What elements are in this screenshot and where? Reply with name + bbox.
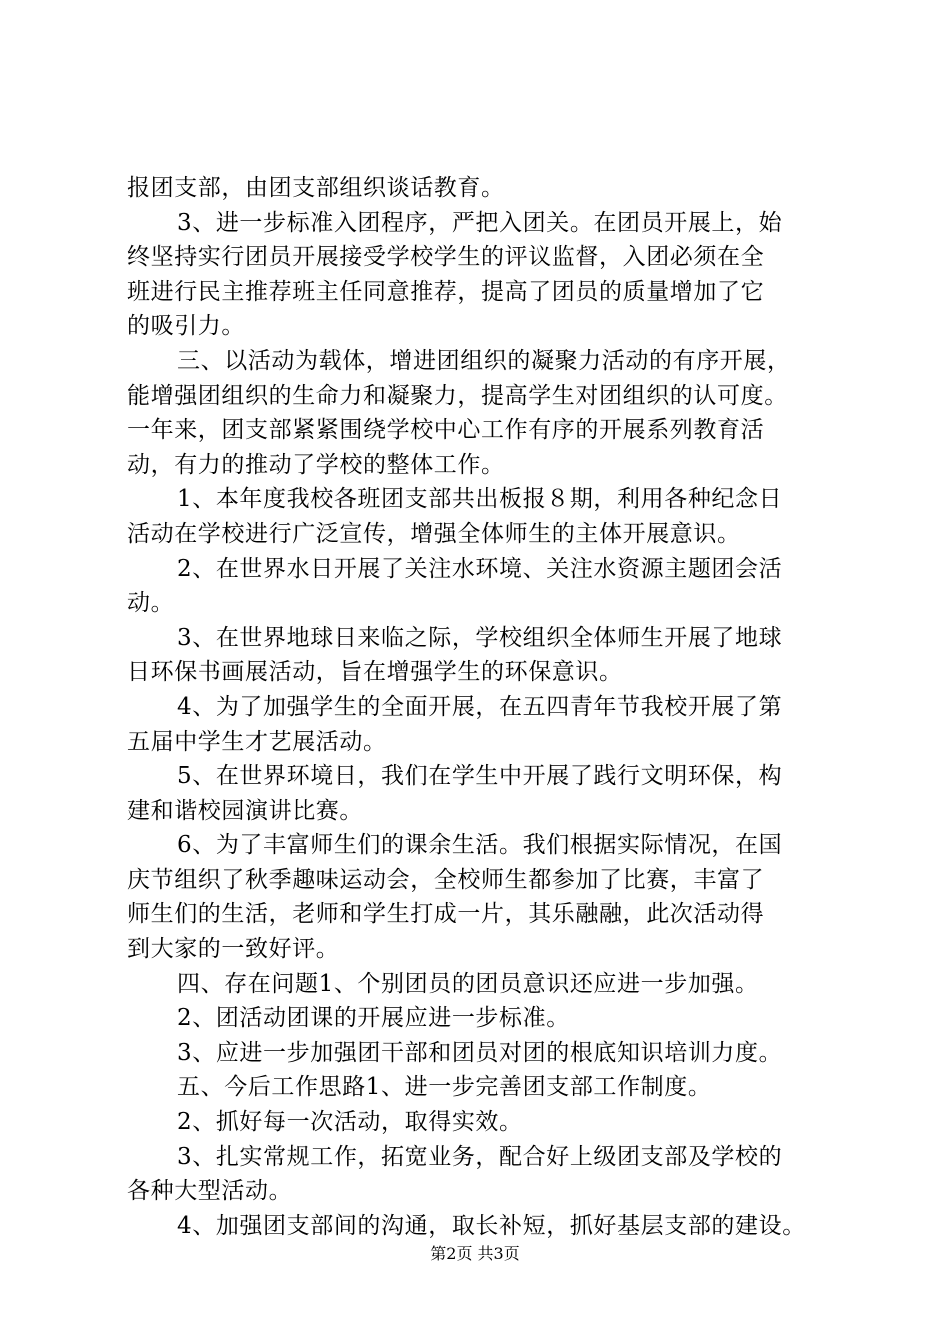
text-line: 活动在学校进行广泛宣传，增强全体师生的主体开展意识。 xyxy=(127,520,741,547)
text-line: 师生们的生活，老师和学生打成一片，其乐融融，此次活动得 xyxy=(127,901,765,928)
document-body xyxy=(127,171,850,1243)
text-line: 日环保书画展活动，旨在增强学生的环保意识。 xyxy=(127,659,623,686)
page-number: 第2页 共3页 xyxy=(430,1244,520,1263)
text-line: 报团支部，由团支部组织谈话教育。 xyxy=(127,175,505,201)
text-line: 5、在世界环境日，我们在学生中开展了践行文明环保，构 xyxy=(177,763,783,790)
text-line: 能增强团组织的生命力和凝聚力，提高学生对团组织的认可度。 xyxy=(127,382,788,409)
text-line: 3、进一步标准入团程序，严把入团关。在团员开展上，始 xyxy=(177,209,783,236)
text-line: 四、存在问题1、个别团员的团员意识还应进一步加强。 xyxy=(177,970,759,997)
text-line: 建和谐校园演讲比赛。 xyxy=(127,797,363,824)
text-line: 五届中学生才艺展活动。 xyxy=(127,728,387,755)
text-line: 3、应进一步加强团干部和团员对团的根底知识培训力度。 xyxy=(177,1039,783,1066)
text-line: 动。 xyxy=(127,590,175,617)
text-line: 3、在世界地球日来临之际，学校组织全体师生开展了地球 xyxy=(177,624,783,651)
text-line: 庆节组织了秋季趣味运动会，全校师生都参加了比赛，丰富了 xyxy=(127,866,765,893)
text-line: 1、本年度我校各班团支部共出板报８期，利用各种纪念日 xyxy=(177,486,783,513)
text-line: 6、为了丰富师生们的课余生活。我们根据实际情况，在国 xyxy=(177,832,783,859)
text-line: 五、今后工作思路1、进一步完善团支部工作制度。 xyxy=(177,1074,712,1101)
text-line: 各种大型活动。 xyxy=(127,1178,293,1205)
text-line: 的吸引力。 xyxy=(127,313,245,340)
text-line: 终坚持实行团员开展接受学校学生的评议监督，入团必须在全 xyxy=(127,244,765,271)
text-line: 三、以活动为载体，增进团组织的凝聚力活动的有序开展， xyxy=(177,347,791,374)
text-line: 4、为了加强学生的全面开展，在五四青年节我校开展了第 xyxy=(177,693,783,720)
text-line: 一年来，团支部紧紧围绕学校中心工作有序的开展系列教育活 xyxy=(127,417,765,444)
text-line: 到大家的一致好评。 xyxy=(127,936,340,963)
text-line: 4、加强团支部间的沟通，取长补短，抓好基层支部的建设。 xyxy=(177,1212,806,1239)
text-line: 2、在世界水日开展了关注水环境、关注水资源主题团会活 xyxy=(177,555,783,582)
text-line: 2、抓好每一次活动，取得实效。 xyxy=(177,1109,523,1136)
text-line: 2、团活动团课的开展应进一步标准。 xyxy=(177,1005,570,1032)
text-line: 3、扎实常规工作，拓宽业务，配合好上级团支部及学校的 xyxy=(177,1143,783,1170)
text-line: 班进行民主推荐班主任同意推荐，提高了团员的质量增加了它 xyxy=(127,278,765,305)
text-line: 动，有力的推动了学校的整体工作。 xyxy=(127,451,505,478)
